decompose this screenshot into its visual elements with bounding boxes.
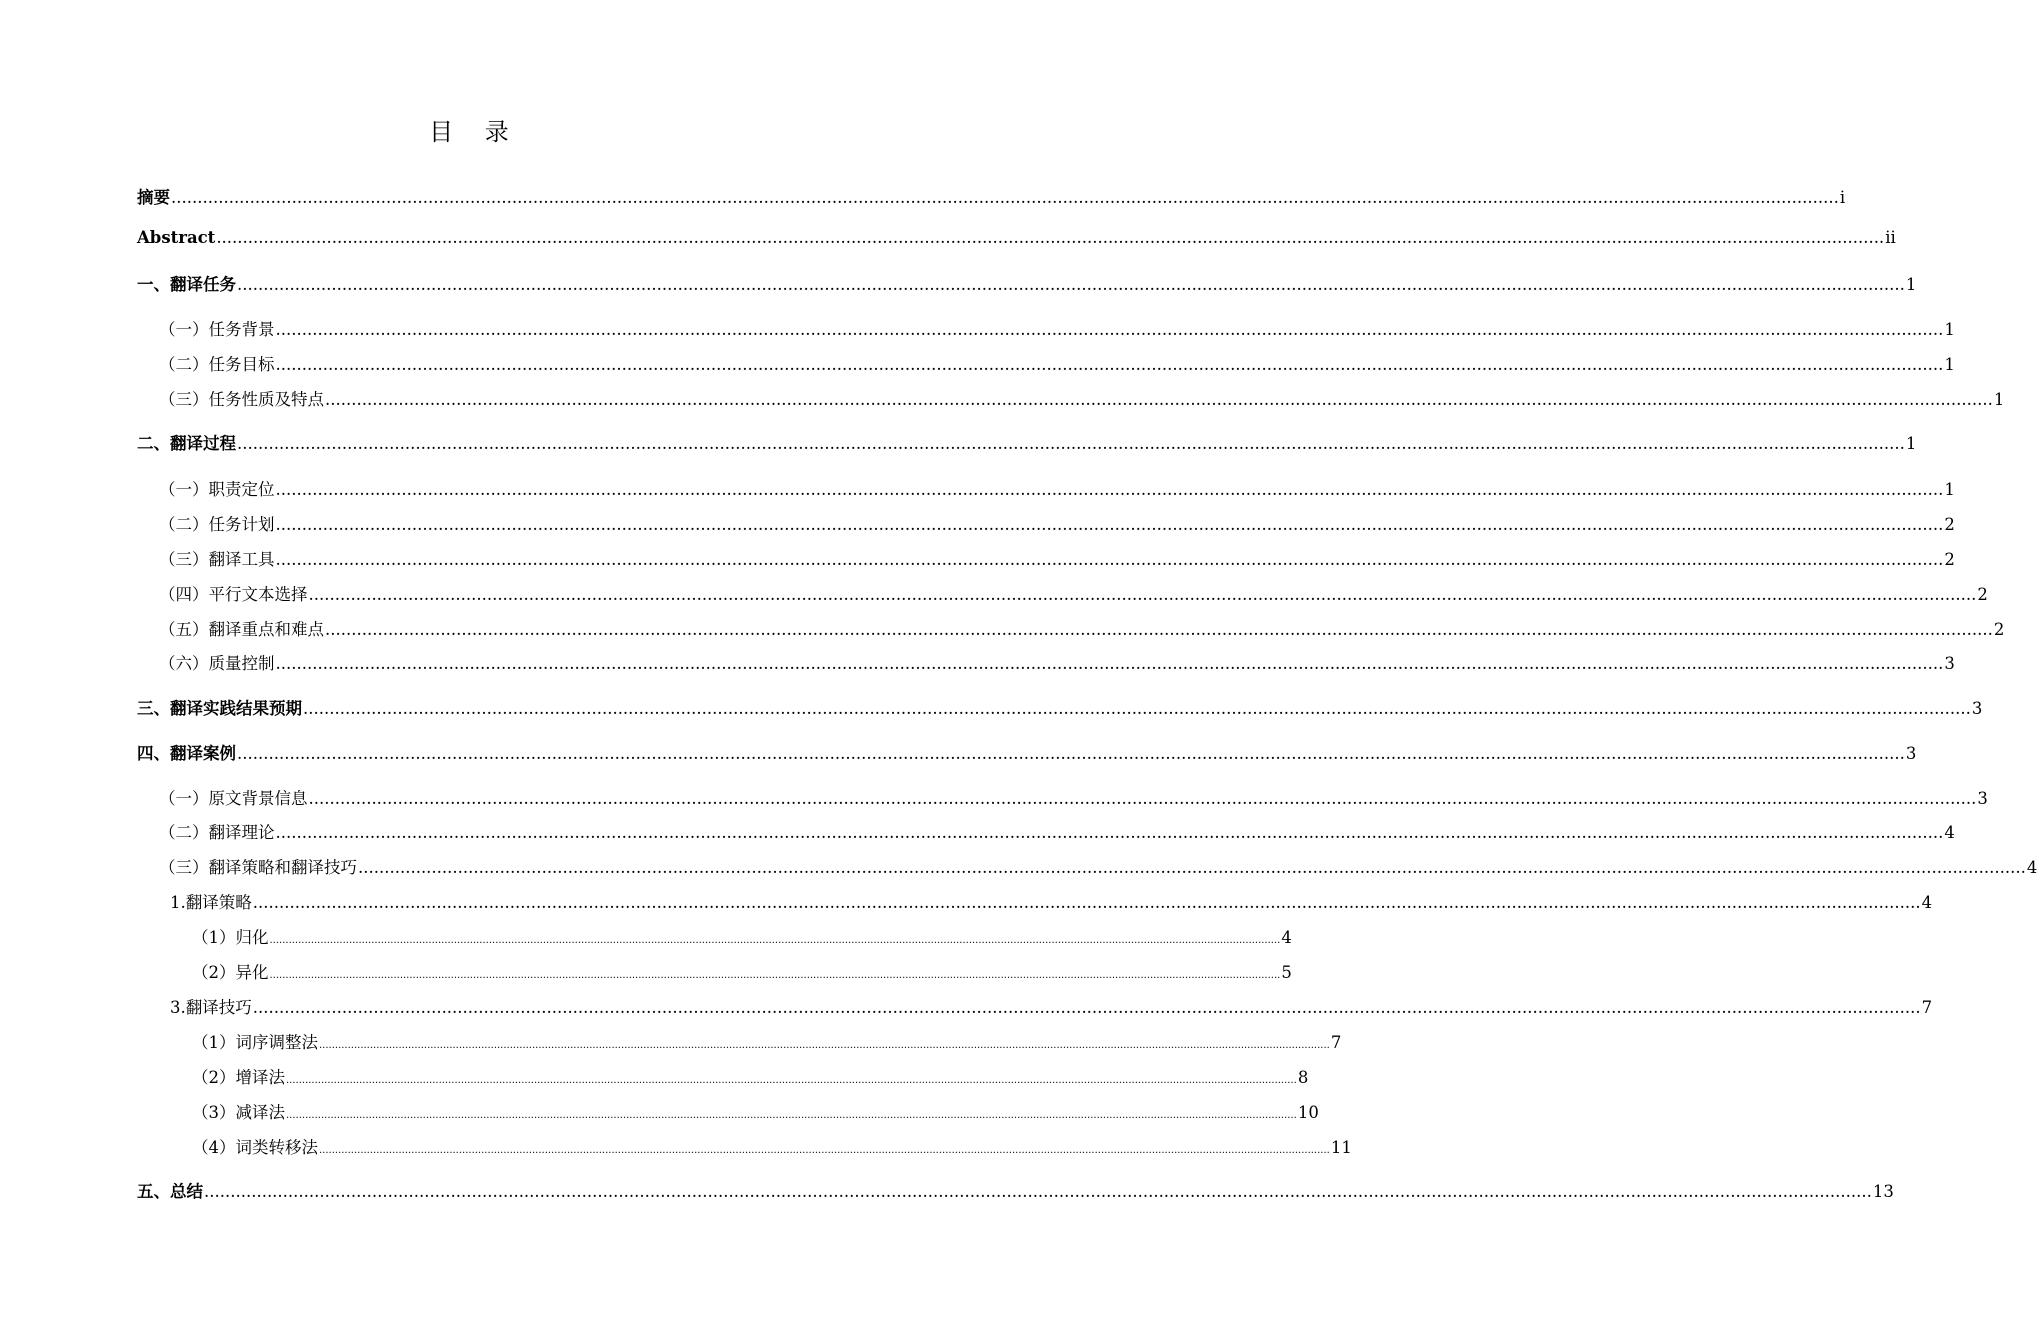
- toc-page-number: 5: [1281, 963, 1292, 982]
- toc-page-number: 1: [1993, 390, 2005, 409]
- dot-leader: ..............................................................................................................................................................................................................................................................................................................................: [275, 515, 1944, 534]
- toc-page-number: 4: [1281, 928, 1292, 947]
- toc-entry-label: （四）平行文本选择: [159, 585, 308, 604]
- toc-page-number: 2: [1977, 585, 1988, 604]
- toc-page-number: 7: [1921, 998, 1933, 1017]
- toc-page-number: 3: [1944, 654, 1955, 673]
- dot-leader: ..............................................................................................................................................................................................................................................................................................................................: [269, 935, 1281, 946]
- page-title: 目 录: [429, 118, 521, 146]
- toc-entry-1-1[interactable]: [159, 316, 1955, 340]
- toc-entry-label: Abstract: [137, 228, 216, 247]
- toc-page-number: i: [1839, 188, 1846, 207]
- toc-page-number: 1: [1944, 480, 1955, 499]
- toc-entry-label: 五、总结: [137, 1182, 203, 1201]
- toc-entry-4-2[interactable]: [159, 819, 1955, 843]
- dot-leader: ..............................................................................................................................................................................................................................................................................................................................: [275, 654, 1944, 673]
- toc-entry-2-4[interactable]: [159, 581, 1988, 605]
- toc-page-number: 1: [1905, 275, 1917, 294]
- dot-leader: ..............................................................................................................................................................................................................................................................................................................................: [237, 744, 1905, 763]
- toc-entry-label: （三）任务性质及特点: [159, 390, 324, 409]
- toc-entry-4-3-3-b[interactable]: [192, 1064, 1309, 1088]
- toc-entry-label: （六）质量控制: [159, 654, 275, 673]
- toc-entry-label: （一）任务背景: [159, 320, 275, 339]
- toc-page-number: 4: [2026, 858, 2037, 877]
- dot-leader: ..............................................................................................................................................................................................................................................................................................................................: [325, 620, 1993, 639]
- toc-page-number: 1: [1944, 320, 1955, 339]
- toc-entry-4-3-1-b[interactable]: [192, 959, 1292, 983]
- toc-entry-4-3-3-c[interactable]: [192, 1099, 1319, 1123]
- dot-leader: ..............................................................................................................................................................................................................................................................................................................................: [308, 789, 1977, 808]
- dot-leader: ..............................................................................................................................................................................................................................................................................................................................: [275, 550, 1944, 569]
- dot-leader: ..............................................................................................................................................................................................................................................................................................................................: [269, 970, 1281, 981]
- toc-entry-label: （2）异化: [192, 963, 269, 982]
- toc-entry-4-1[interactable]: [159, 785, 1988, 809]
- toc-page-number: ii: [1885, 228, 1896, 247]
- toc-entry-label: （三）翻译工具: [159, 550, 275, 569]
- toc-page-number: 3: [1971, 699, 1983, 718]
- toc-entry-label: （一）职责定位: [159, 480, 275, 499]
- dot-leader: ..............................................................................................................................................................................................................................................................................................................................: [303, 699, 1971, 718]
- dot-leader: ..............................................................................................................................................................................................................................................................................................................................: [171, 188, 1839, 207]
- toc-page-number: 4: [1944, 823, 1955, 842]
- toc-entry-label: （二）任务计划: [159, 515, 275, 534]
- toc-entry-4-3-3-d[interactable]: [192, 1134, 1352, 1158]
- toc-entry-label: （二）翻译理论: [159, 823, 275, 842]
- toc-entry-label: （4）词类转移法: [192, 1138, 318, 1157]
- toc-entry-4-3-3-a[interactable]: [192, 1029, 1342, 1053]
- toc-entry-abstract-cn[interactable]: [137, 184, 1846, 208]
- dot-leader: ..............................................................................................................................................................................................................................................................................................................................: [237, 434, 1905, 453]
- toc-entry-label: 摘要: [137, 188, 170, 207]
- toc-page-number: 4: [1921, 893, 1933, 912]
- toc-page-number: 11: [1330, 1138, 1352, 1157]
- toc-entry-label: （2）增译法: [192, 1068, 285, 1087]
- toc-entry-label: （二）任务目标: [159, 355, 275, 374]
- dot-leader: ..............................................................................................................................................................................................................................................................................................................................: [216, 228, 1885, 247]
- toc-entry-2-2[interactable]: [159, 511, 1955, 535]
- toc-entry-label: （三）翻译策略和翻译技巧: [159, 858, 357, 877]
- toc-entry-1-3[interactable]: [159, 386, 2005, 410]
- toc-entry-label: （1）归化: [192, 928, 269, 947]
- dot-leader: ..............................................................................................................................................................................................................................................................................................................................: [275, 823, 1944, 842]
- toc-entry-label: 四、翻译案例: [137, 744, 236, 763]
- toc-entry-4-3-1[interactable]: [170, 889, 1933, 913]
- toc-entry-label: 1.翻译策略: [170, 893, 252, 912]
- toc-page-number: 3: [1905, 744, 1917, 763]
- toc-page-number: 2: [1993, 620, 2005, 639]
- dot-leader: ..............................................................................................................................................................................................................................................................................................................................: [275, 320, 1944, 339]
- dot-leader: ..............................................................................................................................................................................................................................................................................................................................: [275, 480, 1944, 499]
- toc-entry-section-3[interactable]: [137, 695, 1983, 719]
- toc-entry-label: 一、翻译任务: [137, 275, 236, 294]
- toc-entry-4-3[interactable]: [159, 854, 2037, 878]
- toc-page-number: 2: [1944, 515, 1955, 534]
- toc-entry-4-3-3[interactable]: [170, 994, 1933, 1018]
- toc-entry-2-1[interactable]: [159, 476, 1955, 500]
- dot-leader: ..............................................................................................................................................................................................................................................................................................................................: [252, 998, 1921, 1017]
- dot-leader: ..............................................................................................................................................................................................................................................................................................................................: [204, 1182, 1872, 1201]
- dot-leader: ..............................................................................................................................................................................................................................................................................................................................: [252, 893, 1921, 912]
- toc-entry-section-4[interactable]: [137, 740, 1917, 764]
- dot-leader: ..............................................................................................................................................................................................................................................................................................................................: [237, 275, 1905, 294]
- toc-page-number: 3: [1977, 789, 1988, 808]
- toc-page-number: 2: [1944, 550, 1955, 569]
- toc-entry-1-2[interactable]: [159, 351, 1955, 375]
- toc-entry-2-6[interactable]: [159, 650, 1955, 674]
- toc-entry-2-5[interactable]: [159, 616, 2005, 640]
- toc-page-number: 10: [1297, 1103, 1319, 1122]
- toc-entry-label: 三、翻译实践结果预期: [137, 699, 302, 718]
- toc-entry-label: 二、翻译过程: [137, 434, 236, 453]
- toc-entry-label: （一）原文背景信息: [159, 789, 308, 808]
- toc-entry-section-1[interactable]: [137, 271, 1917, 295]
- toc-page-number: 7: [1330, 1033, 1342, 1052]
- dot-leader: ..............................................................................................................................................................................................................................................................................................................................: [286, 1110, 1297, 1121]
- dot-leader: ..............................................................................................................................................................................................................................................................................................................................: [325, 390, 1993, 409]
- toc-page-number: 13: [1872, 1182, 1894, 1201]
- toc-entry-2-3[interactable]: [159, 546, 1955, 570]
- dot-leader: ..............................................................................................................................................................................................................................................................................................................................: [308, 585, 1977, 604]
- dot-leader: ..............................................................................................................................................................................................................................................................................................................................: [319, 1040, 1330, 1051]
- toc-entry-label: （五）翻译重点和难点: [159, 620, 324, 639]
- toc-entry-label: 3.翻译技巧: [170, 998, 252, 1017]
- toc-page-number: 1: [1944, 355, 1955, 374]
- toc-entry-label: （1）词序调整法: [192, 1033, 318, 1052]
- toc-entry-label: （3）减译法: [192, 1103, 285, 1122]
- toc-entry-4-3-1-a[interactable]: [192, 924, 1292, 948]
- toc-entry-section-2[interactable]: [137, 430, 1917, 454]
- toc-page-number: 1: [1905, 434, 1917, 453]
- toc-entry-abstract-en[interactable]: [137, 228, 1896, 247]
- toc-entry-section-5[interactable]: [137, 1178, 1894, 1202]
- dot-leader: ..............................................................................................................................................................................................................................................................................................................................: [286, 1075, 1297, 1086]
- dot-leader: ..............................................................................................................................................................................................................................................................................................................................: [319, 1145, 1330, 1156]
- dot-leader: ..............................................................................................................................................................................................................................................................................................................................: [275, 355, 1944, 374]
- dot-leader: ..............................................................................................................................................................................................................................................................................................................................: [358, 858, 2026, 877]
- toc-page-number: 8: [1297, 1068, 1309, 1087]
